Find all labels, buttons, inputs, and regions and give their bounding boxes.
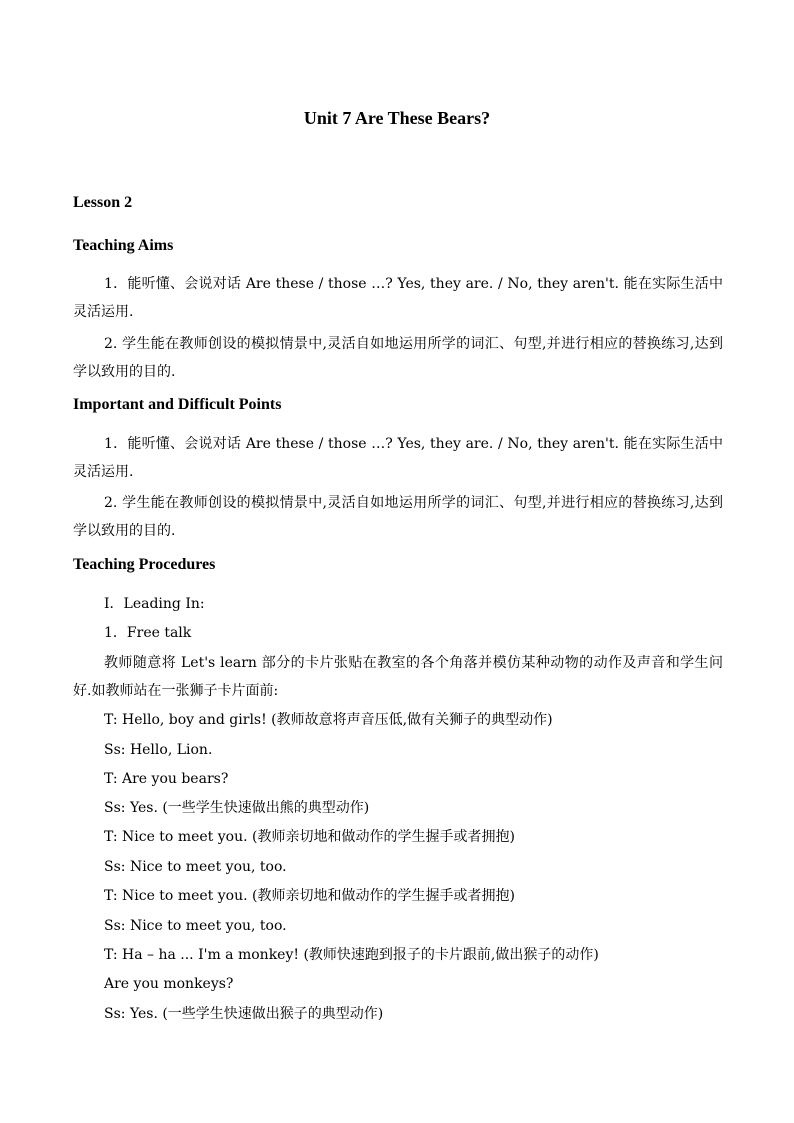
dialogue-line-10: Are you monkeys? (104, 976, 234, 992)
procedures-step-label: 1．Free talk (104, 625, 192, 641)
procedures-heading: Teaching Procedures (73, 556, 216, 573)
dialogue-line-2: Ss: Hello, Lion. (104, 742, 213, 758)
dialogue-line-4: Ss: Yes. (一些学生快速做出熊的典型动作) (104, 800, 370, 816)
dialogue-line-8: Ss: Nice to meet you, too. (104, 918, 287, 934)
important-points-heading: Important and Difficult Points (73, 396, 282, 413)
important-points-item-1: 1．能听懂、会说对话 Are these / those …? Yes, they are. / No, they aren't. 能在实际生活中灵活运用. (73, 436, 723, 480)
dialogue-line-9: T: Ha – ha ... I'm a monkey! (教师快速跑到报子的卡片跟前,做出猴子的动作) (104, 947, 599, 963)
page-title: Unit 7 Are These Bears? (303, 108, 491, 128)
lesson-heading: Lesson 2 (73, 194, 133, 211)
procedures-section-label: Ⅰ．Leading In: (104, 596, 205, 612)
dialogue-line-3: T: Are you bears? (104, 771, 229, 787)
procedures-intro: 教师随意将 Let's learn 部分的卡片张贴在教室的各个角落并模仿某种动物的动作及声音和学生问好.如教师站在一张狮子卡片面前: (73, 655, 723, 699)
dialogue-line-11: Ss: Yes. (一些学生快速做出猴子的典型动作) (104, 1006, 384, 1022)
teaching-aims-heading: Teaching Aims (73, 237, 174, 254)
teaching-aims-item-1: 1．能听懂、会说对话 Are these / those …? Yes, they are. / No, they aren't. 能在实际生活中灵活运用. (73, 276, 723, 320)
dialogue-line-5: T: Nice to meet you. (教师亲切地和做动作的学生握手或者拥抱) (104, 829, 515, 845)
dialogue-line-7: T: Nice to meet you. (教师亲切地和做动作的学生握手或者拥抱) (104, 888, 515, 904)
important-points-item-2: 2. 学生能在教师创设的模拟情景中,灵活自如地运用所学的词汇、句型,并进行相应的替换练习,达到学以致用的目的. (73, 495, 723, 539)
dialogue-line-1: T: Hello, boy and girls! (教师故意将声音压低,做有关狮子的典型动作) (104, 712, 553, 728)
dialogue-line-6: Ss: Nice to meet you, too. (104, 859, 287, 875)
teaching-aims-item-2: 2. 学生能在教师创设的模拟情景中,灵活自如地运用所学的词汇、句型,并进行相应的替换练习,达到学以致用的目的. (73, 336, 723, 380)
